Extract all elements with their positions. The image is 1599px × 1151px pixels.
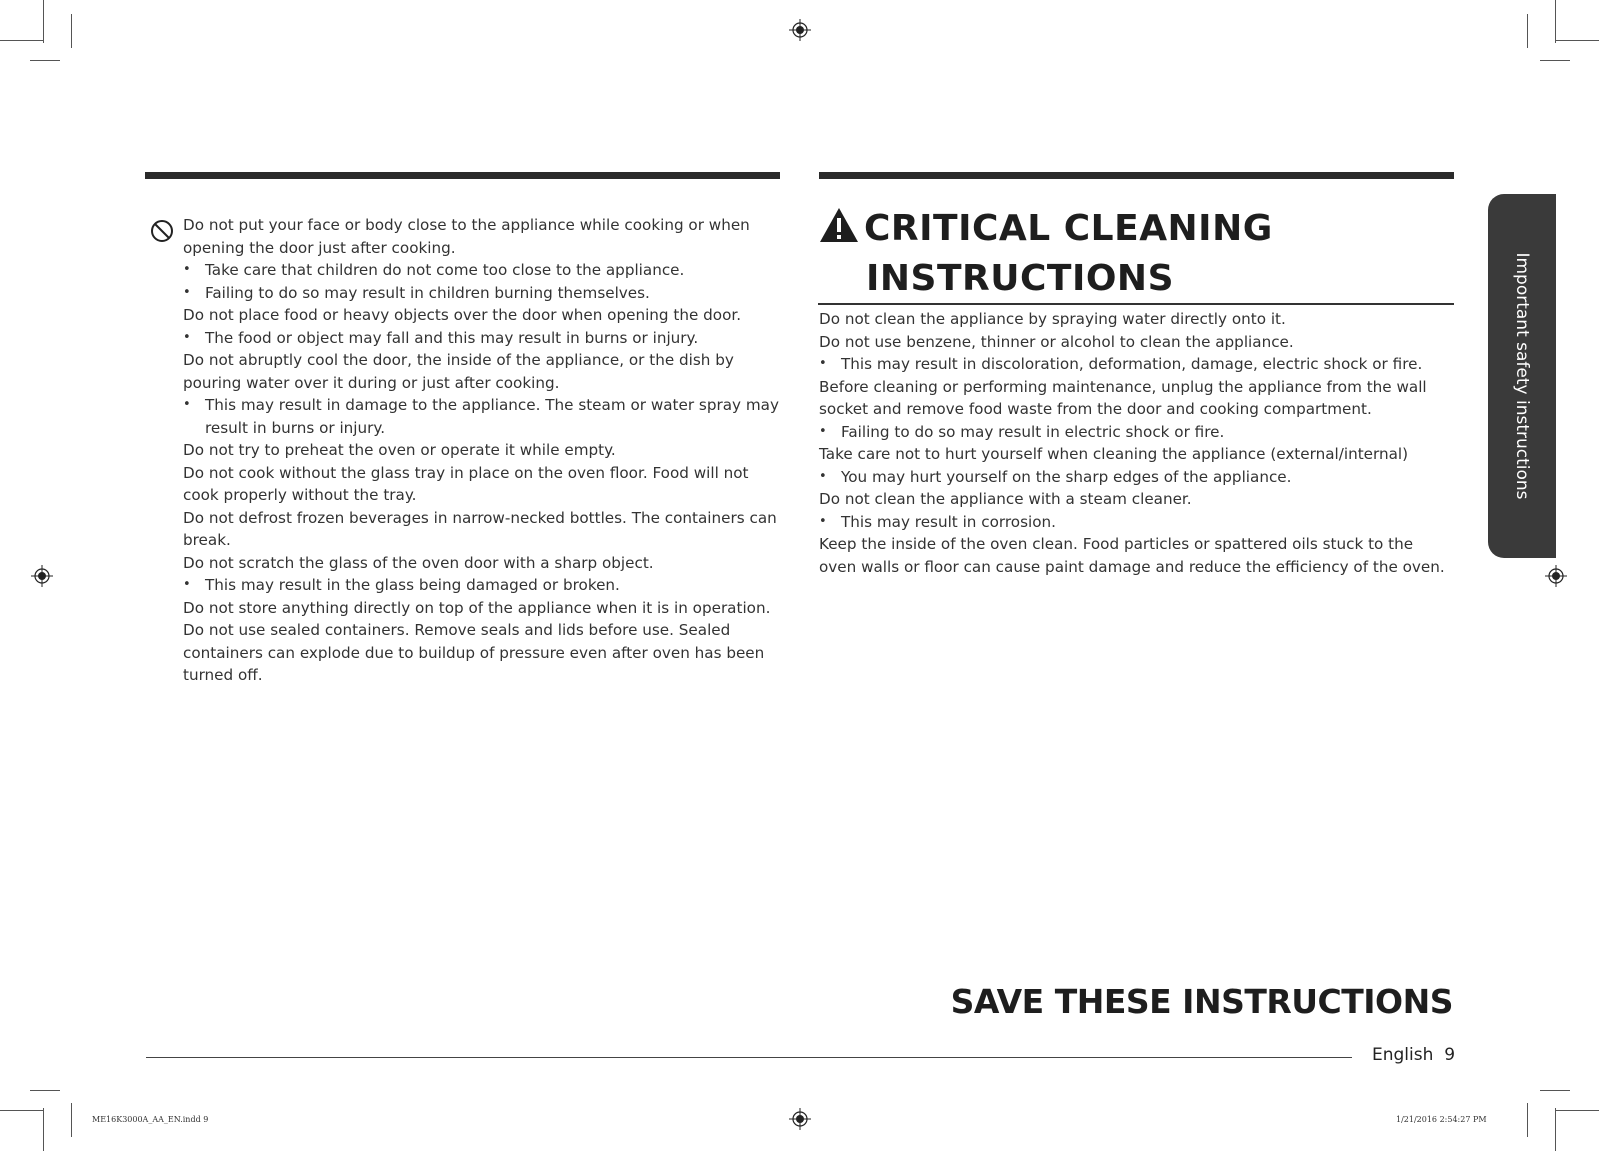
crop-mark	[71, 1103, 72, 1137]
instruction-bullet: • Take care that children do not come too close to the appliance.	[183, 259, 783, 282]
instruction: Take care not to hurt yourself when cleaning the appliance (external/internal)	[819, 445, 1409, 463]
instruction: Do not use benzene, thinner or alcohol to clean the appliance.	[819, 332, 1294, 351]
instruction-bullet: • This may result in the glass being damaged or broken.	[183, 574, 783, 597]
registration-mark-icon	[31, 565, 53, 587]
instruction: Do not store anything directly on top of the appliance when it is in operation.	[183, 598, 771, 617]
heading-line-1: CRITICAL CLEANING	[864, 208, 1273, 249]
side-tab-label: Important safety instructions	[1512, 252, 1532, 500]
instruction-bullet: • This may result in damage to the appliance. The steam or water spray may result in burns or injury.	[183, 394, 783, 439]
crop-mark	[1540, 60, 1570, 61]
instruction: Do not try to preheat the oven or operate it while empty.	[183, 441, 616, 459]
registration-mark-icon	[789, 19, 811, 41]
registration-mark-icon	[1545, 565, 1567, 587]
left-column	[183, 214, 783, 687]
instruction: Do not use sealed containers. Remove seals and lids before use. Sealed containers can explode due to buildup of pressure even after oven has been turned off.	[183, 621, 765, 684]
page-number: 9	[1444, 1045, 1456, 1065]
left-top-rule	[145, 172, 780, 179]
crop-mark	[0, 40, 44, 41]
right-top-rule	[819, 172, 1454, 179]
instruction: Do not cook without the glass tray in place on the oven floor. Food will not cook properly without the tray.	[183, 463, 749, 504]
instruction: Do not place food or heavy objects over the door when opening the door.	[183, 306, 742, 324]
instruction-bullet: • This may result in corrosion.	[819, 511, 1454, 534]
instruction-bullet: • The food or object may fall and this may result in burns or injury.	[183, 327, 783, 350]
instruction-bullet: • This may result in discoloration, deformation, damage, electric shock or fire.	[819, 353, 1454, 376]
registration-mark-icon	[789, 1108, 811, 1130]
heading-line-2: INSTRUCTIONS	[866, 258, 1174, 299]
instruction: Do not abruptly cool the door, the inside of the appliance, or the dish by pouring water over it during or just after cooking.	[183, 351, 734, 392]
crop-mark	[71, 14, 72, 48]
crop-mark	[1555, 0, 1556, 43]
heading-rule	[818, 303, 1454, 305]
save-instructions-banner: SAVE THESE INSTRUCTIONS	[950, 982, 1453, 1021]
slug-timestamp: 1/21/2016 2:54:27 PM	[1396, 1115, 1487, 1124]
crop-mark	[43, 1108, 44, 1151]
crop-mark	[1555, 40, 1599, 41]
instruction: Before cleaning or performing maintenance, unplug the appliance from the wall socket and remove food waste from the door and cooking compartment.	[819, 377, 1427, 418]
section-side-tab	[1488, 194, 1556, 558]
instruction-bullet: • Failing to do so may result in children burning themselves.	[183, 282, 783, 305]
instruction: Keep the inside of the oven clean. Food particles or spattered oils stuck to the oven walls or floor can cause paint damage and reduce the efficiency of the oven.	[819, 535, 1445, 576]
footer-page-label	[1372, 1045, 1455, 1065]
instruction: Do not put your face or body close to the appliance while cooking or when opening the door just after cooking.	[183, 216, 750, 257]
instruction-bullet: • You may hurt yourself on the sharp edges of the appliance.	[819, 466, 1454, 489]
right-column	[819, 308, 1454, 578]
crop-mark	[1527, 14, 1528, 48]
crop-mark	[1555, 1110, 1599, 1111]
crop-mark	[1527, 1103, 1528, 1137]
footer-language: English	[1372, 1045, 1434, 1065]
instruction-bullet: • Failing to do so may result in electric shock or fire.	[819, 421, 1454, 444]
crop-mark	[0, 1110, 44, 1111]
instruction: Do not clean the appliance with a steam cleaner.	[819, 490, 1192, 508]
instruction: Do not scratch the glass of the oven door with a sharp object.	[183, 553, 654, 572]
instruction: Do not defrost frozen beverages in narrow-necked bottles. The containers can break.	[183, 508, 777, 549]
crop-mark	[30, 60, 60, 61]
warning-triangle-icon	[818, 206, 860, 244]
instruction: Do not clean the appliance by spraying water directly onto it.	[819, 310, 1286, 328]
crop-mark	[1540, 1090, 1570, 1091]
crop-mark	[1555, 1108, 1556, 1151]
crop-mark	[30, 1090, 60, 1091]
section-heading	[818, 204, 1273, 304]
slug-filename: ME16K3000A_AA_EN.indd 9	[92, 1115, 209, 1124]
crop-mark	[43, 0, 44, 43]
footer-rule	[146, 1057, 1352, 1058]
prohibition-icon	[150, 219, 174, 243]
